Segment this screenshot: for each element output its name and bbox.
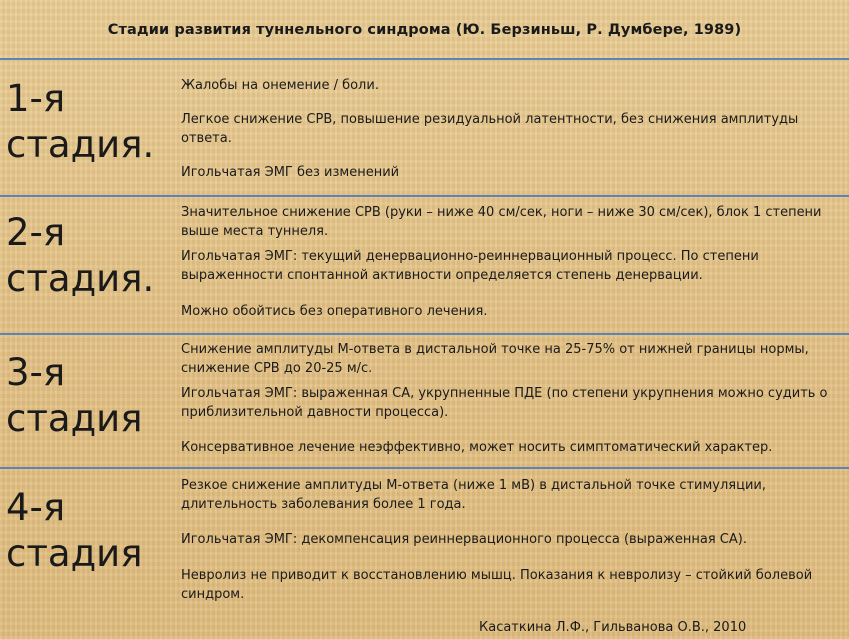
stage-word: стадия. — [6, 257, 155, 300]
stage-word: стадия — [6, 532, 143, 575]
divider-line — [0, 333, 849, 335]
stage-3-item: Снижение амплитуды М-ответа в дистальной точке на 25-75% от нижней границы нормы, снижение СРВ до 20-25 м/с. — [181, 342, 809, 376]
citation: Касаткина Л.Ф., Гильванова О.В., 2010 — [479, 620, 747, 635]
stage-1-item: Игольчатая ЭМГ без изменений — [181, 165, 400, 180]
stage-3-item: Консервативное лечение неэффективно, может носить симптоматический характер. — [181, 440, 773, 455]
stage-number: 4-я — [6, 486, 66, 529]
stage-1-label — [6, 76, 176, 168]
divider-line — [0, 58, 849, 60]
stage-1-item: Легкое снижение СРВ, повышение резидуальной латентности, без снижения амплитуды ответа. — [181, 112, 799, 146]
stage-3-label — [6, 350, 176, 442]
stage-number: 2-я — [6, 211, 66, 254]
stage-1-item: Жалобы на онемение / боли. — [181, 78, 379, 93]
stage-4-item: Игольчатая ЭМГ: декомпенсация реиннервационного процесса (выраженная СА). — [181, 532, 747, 547]
stage-number: 1-я — [6, 77, 66, 120]
divider-line — [0, 195, 849, 197]
stage-number: 3-я — [6, 351, 66, 394]
stage-2-item: Игольчатая ЭМГ: текущий денервационно-реиннервационный процесс. По степени выраженности спонтанной активности определяется степень денервации. — [181, 249, 759, 283]
stage-word: стадия — [6, 397, 143, 440]
slide-title: Стадии развития туннельного синдрома (Ю. Берзиньш, Р. Думбере, 1989) — [107, 22, 742, 38]
stage-2-label — [6, 210, 176, 302]
stage-2-item: Можно обойтись без оперативного лечения. — [181, 304, 488, 319]
stage-4-label — [6, 485, 176, 577]
divider-line — [0, 467, 849, 469]
stage-4-item: Невролиз не приводит к восстановлению мышц. Показания к невролизу – стойкий болевой синдром. — [181, 568, 813, 602]
stage-word: стадия. — [6, 123, 155, 166]
stage-4-item: Резкое снижение амплитуды М-ответа (ниже 1 мВ) в дистальной точке стимуляции, длительность заболевания более 1 года. — [181, 478, 766, 512]
stage-3-item: Игольчатая ЭМГ: выраженная СА, укрупненные ПДЕ (по степени укрупнения можно судить о приблизительной давности процесса). — [181, 386, 828, 420]
stage-2-item: Значительное снижение СРВ (руки – ниже 40 см/сек, ноги – ниже 30 см/сек), блок 1 степени выше места туннеля. — [181, 205, 822, 239]
